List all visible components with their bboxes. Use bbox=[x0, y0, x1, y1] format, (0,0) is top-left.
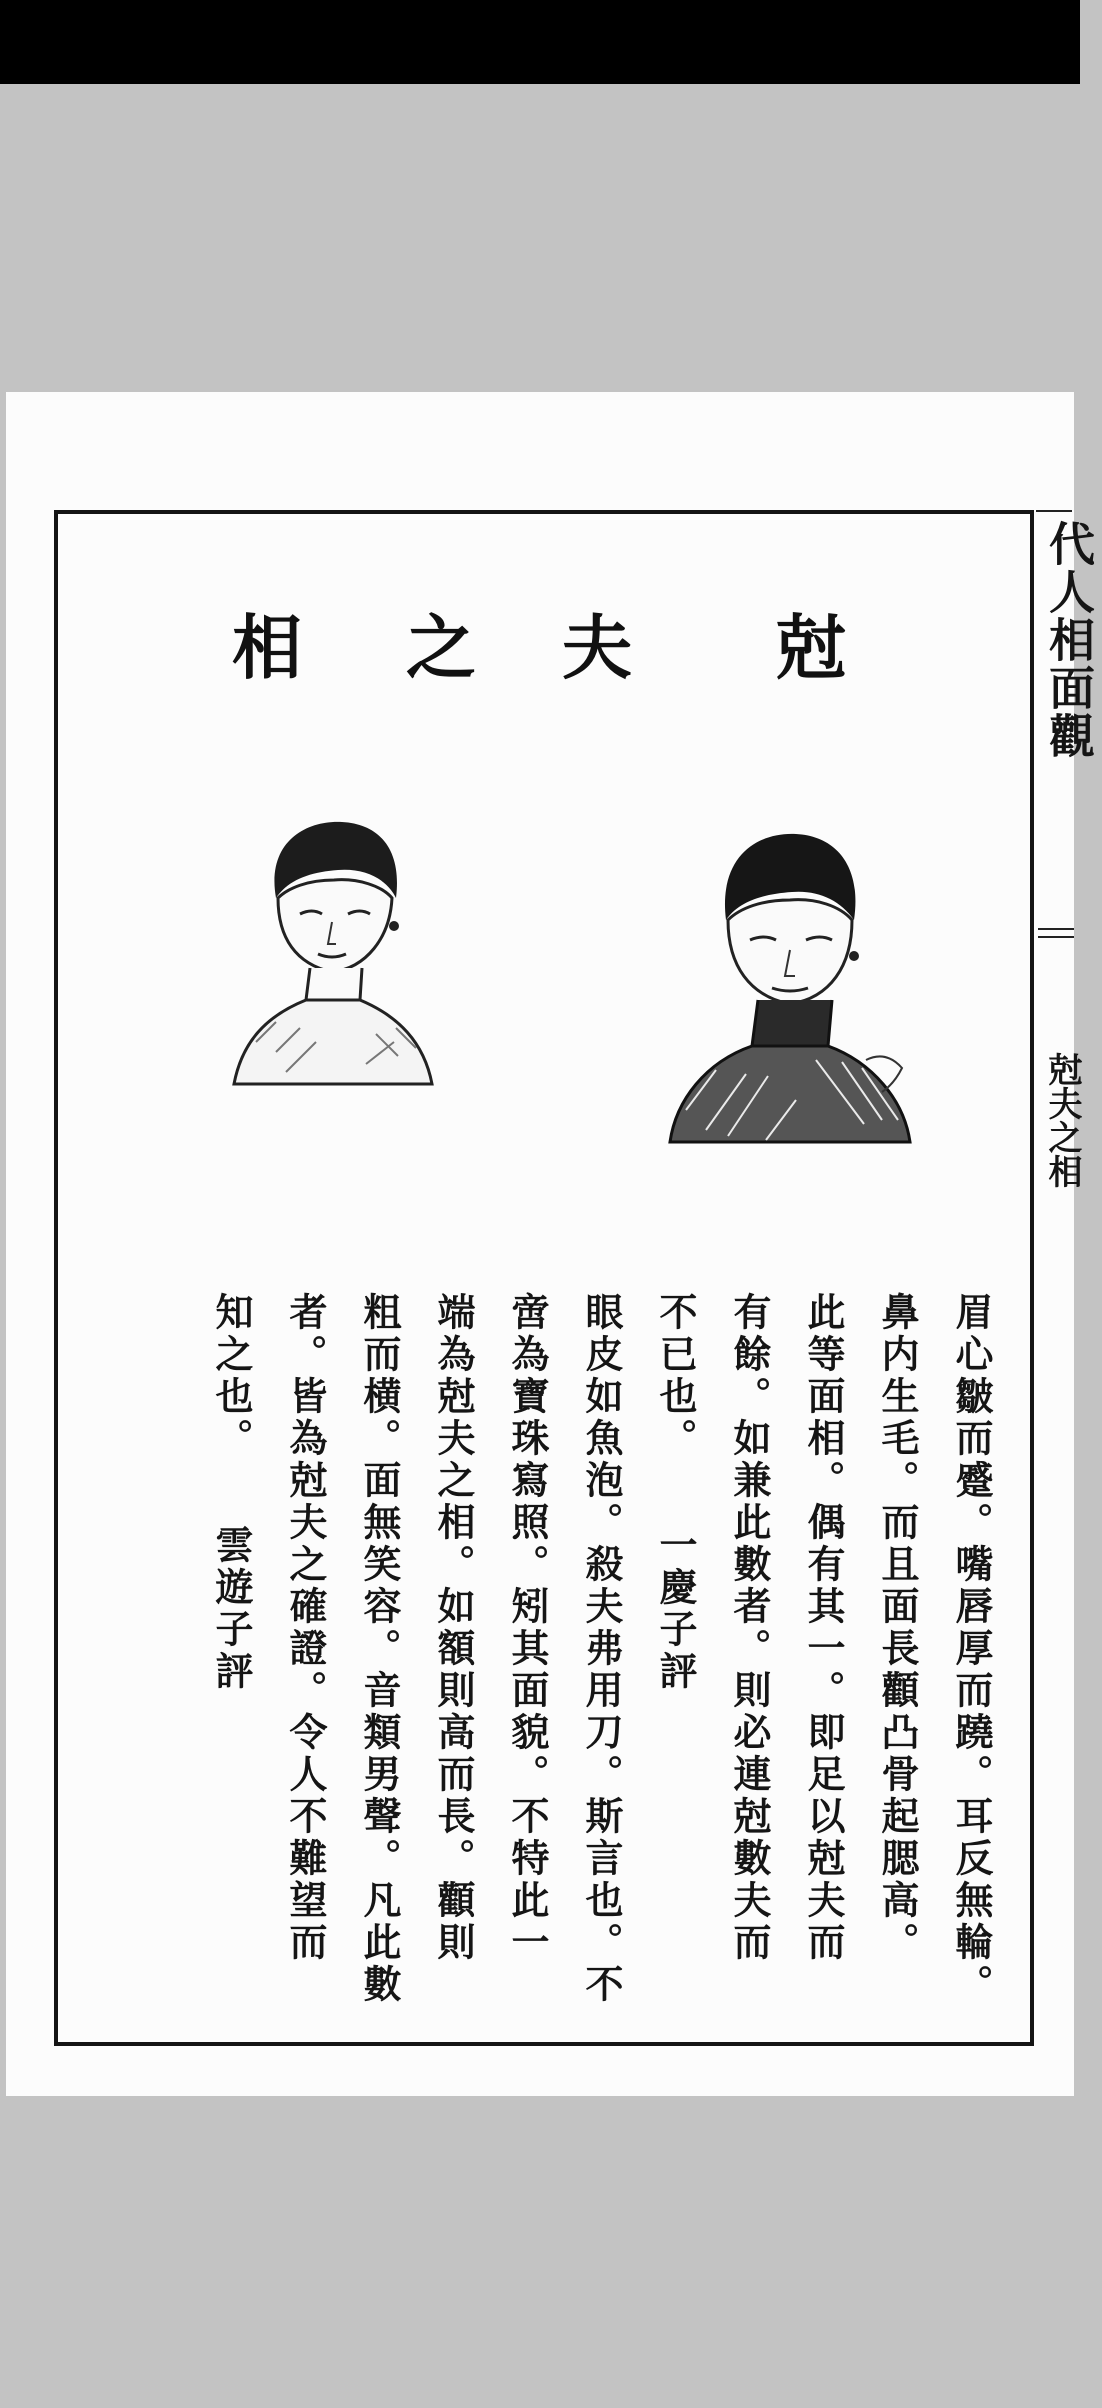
text-column-3: 此等面相。偶有其一。即足以尅夫而 bbox=[801, 1292, 846, 1964]
margin-divider bbox=[1038, 928, 1074, 938]
text-column-6: 眼皮如魚泡。殺夫弗用刀。斯言也。不 bbox=[579, 1292, 624, 2006]
text-column-4: 有餘。如兼此數者。則必連尅數夫而 bbox=[727, 1292, 772, 1964]
margin-section-label: 尅夫之相 bbox=[1042, 1052, 1082, 1188]
title-char-4: 相 bbox=[232, 606, 302, 689]
top-system-bar bbox=[0, 0, 1080, 84]
text-column-1: 眉心皺而蹙。嘴唇厚而蹺。耳反無輪。 bbox=[949, 1292, 994, 2006]
text-column-11: 知之也。 雲遊子評 bbox=[209, 1292, 254, 1693]
text-column-5: 不已也。 一慶子評 bbox=[653, 1292, 698, 1693]
text-column-10: 者。皆為尅夫之確證。令人不難望而 bbox=[283, 1292, 328, 1964]
text-column-7: 啻為寶珠寫照。矧其面貌。不特此一 bbox=[505, 1292, 550, 1964]
title-char-3: 之 bbox=[406, 606, 476, 689]
text-column-8: 端為尅夫之相。如額則高而長。顴則 bbox=[431, 1292, 476, 1964]
portrait-right bbox=[666, 810, 916, 1150]
title-char-2: 夫 bbox=[562, 606, 632, 689]
page-title bbox=[6, 592, 1074, 712]
margin-top-fragment: 代人相面觀 bbox=[1042, 520, 1096, 760]
text-column-2: 鼻内生毛。而且面長顴凸骨起腮高。 bbox=[875, 1292, 920, 1964]
book-page bbox=[6, 392, 1096, 2096]
portrait-left bbox=[226, 802, 446, 1102]
margin-top-rule bbox=[1036, 510, 1072, 512]
title-char-1: 尅 bbox=[776, 606, 846, 689]
text-column-9: 粗而横。面無笑容。音類男聲。凡此數 bbox=[357, 1292, 402, 2006]
